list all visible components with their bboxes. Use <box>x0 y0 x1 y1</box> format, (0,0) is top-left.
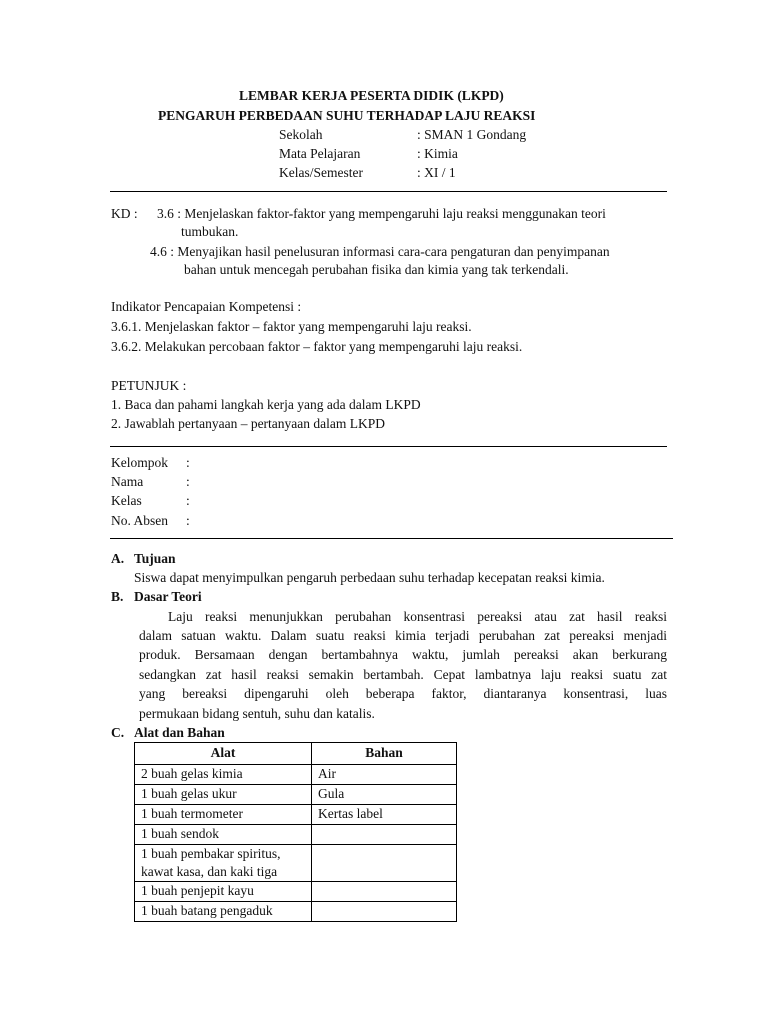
table-row <box>135 902 457 922</box>
table-row <box>135 805 457 825</box>
dasar-teori-line: produk. Bersamaan dengan bertambahnya waktu, jumlah pereaksi akan berkurang <box>139 647 667 662</box>
alat-bahan-table <box>134 742 457 922</box>
petunjuk-item: 1. Baca dan pahami langkah kerja yang ada dalam LKPD <box>111 397 421 412</box>
alat-cell: 1 buah batang pengaduk <box>135 902 312 922</box>
dasar-teori-line: sedangkan zat hasil reaksi semakin bertambah. Cepat lambatnya laju reaksi suatu zat <box>139 667 667 682</box>
section-b-heading: Dasar Teori <box>134 589 202 604</box>
divider <box>110 538 673 539</box>
bahan-cell <box>312 902 457 922</box>
table-row <box>135 825 457 845</box>
column-header-alat: Alat <box>135 743 312 765</box>
indikator-item: 3.6.2. Melakukan percobaan faktor – faktor yang mempengaruhi laju reaksi. <box>111 339 523 354</box>
divider <box>110 191 667 192</box>
table-row <box>135 765 457 785</box>
bahan-cell <box>312 845 457 882</box>
petunjuk-item: 2. Jawablah pertanyaan – pertanyaan dalam LKPD <box>111 416 386 431</box>
section-a-marker: A. <box>111 551 125 566</box>
info-value-mapel: : Kimia <box>417 146 458 161</box>
identitas-label-kelompok: Kelompok <box>111 455 168 470</box>
alat-cell: 2 buah gelas kimia <box>135 765 312 785</box>
dasar-teori-line: dalam satuan waktu. Dalam suatu reaksi kimia terjadi perubahan zat pereaksi menjadi <box>139 628 667 643</box>
alat-cell: 1 buah termometer <box>135 805 312 825</box>
alat-cell-line1: 1 buah pembakar spiritus, <box>141 846 281 861</box>
table-header-row <box>135 743 457 765</box>
info-value-kelas: : XI / 1 <box>417 165 456 180</box>
section-c-heading: Alat dan Bahan <box>134 725 225 740</box>
alat-cell: 1 buah sendok <box>135 825 312 845</box>
bahan-cell <box>312 882 457 902</box>
document-title: LEMBAR KERJA PESERTA DIDIK (LKPD) <box>239 88 504 103</box>
bahan-cell: Air <box>312 765 457 785</box>
kd-prefix: KD : <box>111 206 138 221</box>
column-header-bahan: Bahan <box>312 743 457 765</box>
identitas-colon: : <box>186 474 190 489</box>
alat-cell <box>135 845 312 882</box>
identitas-label-kelas: Kelas <box>111 493 142 508</box>
dasar-teori-line: yang bereaksi dipengaruhi oleh beberapa faktor, diantaranya konsentrasi, luas <box>139 686 667 701</box>
indikator-heading: Indikator Pencapaian Kompetensi : <box>111 299 302 314</box>
section-a-heading: Tujuan <box>134 551 176 566</box>
bahan-cell <box>312 825 457 845</box>
identitas-label-nama: Nama <box>111 474 144 489</box>
kd-3-6-line2: tumbukan. <box>181 224 239 239</box>
document-subtitle: PENGARUH PERBEDAAN SUHU TERHADAP LAJU REAKSI <box>158 108 536 123</box>
kd-4-6-line1: 4.6 : Menyajikan hasil penelusuran informasi cara-cara pengaturan dan penyimpanan <box>150 244 610 259</box>
indikator-item: 3.6.1. Menjelaskan faktor – faktor yang mempengaruhi laju reaksi. <box>111 319 472 334</box>
alat-cell-line2: kawat kasa, dan kaki tiga <box>141 864 278 879</box>
dasar-teori-line: permukaan bidang sentuh, suhu dan katalis. <box>139 706 375 721</box>
kd-3-6-line1: 3.6 : Menjelaskan faktor-faktor yang mempengaruhi laju reaksi menggunakan teori <box>157 206 606 221</box>
info-label-kelas: Kelas/Semester <box>279 165 363 180</box>
dasar-teori-line: Laju reaksi menunjukkan perubahan konsentrasi pereaksi atau zat hasil reaksi <box>168 609 667 624</box>
tujuan-text: Siswa dapat menyimpulkan pengaruh perbedaan suhu terhadap kecepatan reaksi kimia. <box>134 570 605 585</box>
identitas-colon: : <box>186 493 190 508</box>
bahan-cell: Kertas label <box>312 805 457 825</box>
table-row <box>135 845 457 882</box>
info-value-sekolah: : SMAN 1 Gondang <box>417 127 527 142</box>
info-label-sekolah: Sekolah <box>279 127 323 142</box>
identitas-label-absen: No. Absen <box>111 513 168 528</box>
table-row <box>135 882 457 902</box>
alat-cell: 1 buah gelas ukur <box>135 785 312 805</box>
alat-cell: 1 buah penjepit kayu <box>135 882 312 902</box>
section-c-marker: C. <box>111 725 125 740</box>
petunjuk-heading: PETUNJUK : <box>111 378 187 393</box>
bahan-cell: Gula <box>312 785 457 805</box>
identitas-colon: : <box>186 513 190 528</box>
kd-4-6-line2: bahan untuk mencegah perubahan fisika dan kimia yang tak terkendali. <box>184 262 569 277</box>
info-label-mapel: Mata Pelajaran <box>279 146 361 161</box>
section-b-marker: B. <box>111 589 124 604</box>
divider <box>110 446 667 447</box>
table-row <box>135 785 457 805</box>
identitas-colon: : <box>186 455 190 470</box>
